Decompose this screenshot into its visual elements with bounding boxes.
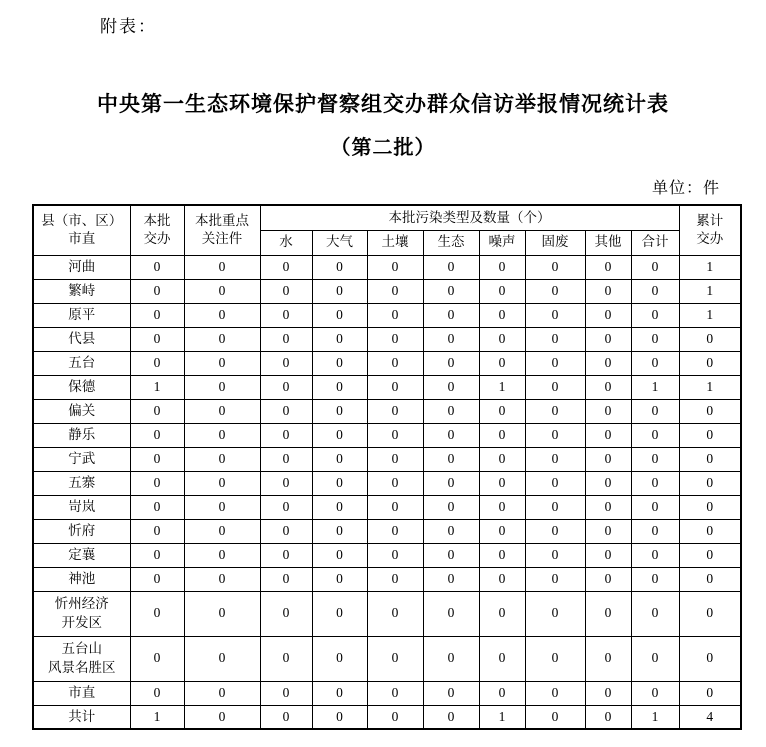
value-cell: 0: [184, 351, 260, 375]
table-row: [33, 327, 741, 351]
value-cell: 0: [423, 255, 479, 279]
value-cell: 0: [423, 375, 479, 399]
value-cell: 0: [367, 303, 423, 327]
value-cell: 0: [423, 567, 479, 591]
value-cell: 1: [479, 705, 525, 729]
header-pollution-type: 生态: [423, 230, 479, 255]
row-name-cell: [33, 423, 130, 447]
header-pollution-group: 本批污染类型及数量（个）: [260, 205, 679, 230]
value-cell: 0: [479, 351, 525, 375]
value-cell: 0: [479, 495, 525, 519]
header-key-line2: 关注件: [201, 231, 243, 247]
value-cell: 0: [184, 543, 260, 567]
row-name-cell: [33, 327, 130, 351]
value-cell: 0: [423, 447, 479, 471]
value-cell: 0: [525, 351, 585, 375]
row-name-line: 原平: [68, 306, 96, 322]
value-cell: 0: [631, 423, 679, 447]
header-pollution-type: 水: [260, 230, 312, 255]
value-cell: 0: [585, 423, 631, 447]
value-cell: 0: [312, 423, 367, 447]
value-cell: 0: [631, 447, 679, 471]
value-cell: 0: [312, 519, 367, 543]
row-name-line: 偏关: [68, 402, 96, 418]
value-cell: 0: [525, 543, 585, 567]
row-name-line: 共计: [68, 708, 96, 724]
value-cell: 0: [479, 303, 525, 327]
value-cell: 0: [423, 681, 479, 705]
header-pollution-type: 固废: [525, 230, 585, 255]
value-cell: 0: [184, 519, 260, 543]
table-header-row-1: [33, 205, 741, 230]
value-cell: 0: [423, 423, 479, 447]
value-cell: 0: [679, 519, 741, 543]
value-cell: 0: [479, 591, 525, 636]
value-cell: 0: [130, 351, 184, 375]
value-cell: 0: [130, 255, 184, 279]
value-cell: 0: [312, 447, 367, 471]
value-cell: 0: [525, 303, 585, 327]
value-cell: 0: [130, 279, 184, 303]
value-cell: 0: [585, 567, 631, 591]
header-region-column: [33, 205, 130, 255]
value-cell: 0: [260, 495, 312, 519]
value-cell: 0: [312, 303, 367, 327]
value-cell: 0: [525, 519, 585, 543]
value-cell: 0: [130, 567, 184, 591]
table-row: [33, 636, 741, 681]
value-cell: 0: [130, 519, 184, 543]
value-cell: 0: [260, 375, 312, 399]
value-cell: 0: [367, 705, 423, 729]
value-cell: 0: [312, 375, 367, 399]
value-cell: 0: [367, 351, 423, 375]
value-cell: 0: [679, 447, 741, 471]
value-cell: 1: [631, 375, 679, 399]
table-row: [33, 495, 741, 519]
value-cell: 0: [184, 423, 260, 447]
value-cell: 0: [184, 399, 260, 423]
value-cell: 1: [631, 705, 679, 729]
value-cell: 0: [367, 681, 423, 705]
value-cell: 0: [130, 495, 184, 519]
header-cumulative-line2: 交办: [696, 231, 724, 247]
row-name-cell: [33, 543, 130, 567]
value-cell: 0: [130, 399, 184, 423]
value-cell: 0: [260, 351, 312, 375]
value-cell: 0: [184, 303, 260, 327]
value-cell: 0: [260, 303, 312, 327]
value-cell: 0: [130, 423, 184, 447]
value-cell: 0: [184, 279, 260, 303]
value-cell: 0: [479, 681, 525, 705]
value-cell: 0: [479, 567, 525, 591]
value-cell: 0: [260, 471, 312, 495]
value-cell: 0: [479, 327, 525, 351]
value-cell: 0: [479, 471, 525, 495]
value-cell: 0: [585, 447, 631, 471]
value-cell: 0: [423, 636, 479, 681]
value-cell: 0: [312, 351, 367, 375]
value-cell: 0: [367, 423, 423, 447]
value-cell: 1: [679, 303, 741, 327]
value-cell: 1: [679, 255, 741, 279]
value-cell: 0: [679, 636, 741, 681]
table-row: [33, 375, 741, 399]
value-cell: 0: [525, 495, 585, 519]
value-cell: 0: [479, 447, 525, 471]
value-cell: 0: [260, 636, 312, 681]
value-cell: 0: [585, 351, 631, 375]
value-cell: 0: [260, 279, 312, 303]
value-cell: 0: [184, 681, 260, 705]
value-cell: 1: [130, 705, 184, 729]
value-cell: 0: [312, 543, 367, 567]
row-name-cell: [33, 519, 130, 543]
row-name-cell: [33, 255, 130, 279]
row-name-line: 静乐: [68, 426, 96, 442]
value-cell: 0: [479, 636, 525, 681]
value-cell: 0: [312, 495, 367, 519]
value-cell: 0: [423, 303, 479, 327]
value-cell: 0: [631, 591, 679, 636]
value-cell: 0: [525, 375, 585, 399]
value-cell: 0: [585, 303, 631, 327]
row-name-cell: [33, 351, 130, 375]
table-row: [33, 543, 741, 567]
value-cell: 0: [631, 327, 679, 351]
row-name-line: 岢岚: [68, 498, 96, 514]
value-cell: 0: [184, 636, 260, 681]
value-cell: 0: [631, 279, 679, 303]
value-cell: 0: [367, 327, 423, 351]
value-cell: 0: [679, 567, 741, 591]
value-cell: 0: [130, 471, 184, 495]
value-cell: 0: [479, 255, 525, 279]
row-name-cell: [33, 681, 130, 705]
value-cell: 0: [312, 327, 367, 351]
value-cell: 0: [423, 591, 479, 636]
value-cell: 0: [585, 543, 631, 567]
value-cell: 0: [525, 279, 585, 303]
value-cell: 0: [312, 591, 367, 636]
value-cell: 0: [367, 591, 423, 636]
value-cell: 0: [184, 495, 260, 519]
value-cell: 0: [312, 705, 367, 729]
table-row: [33, 423, 741, 447]
header-key-line1: 本批重点: [195, 213, 249, 229]
header-batch-line2: 交办: [143, 231, 171, 247]
value-cell: 0: [631, 543, 679, 567]
table-row: [33, 303, 741, 327]
value-cell: 0: [367, 519, 423, 543]
value-cell: 0: [631, 351, 679, 375]
value-cell: 0: [423, 327, 479, 351]
value-cell: 0: [130, 681, 184, 705]
value-cell: 0: [130, 543, 184, 567]
row-name-line: 保德: [68, 378, 96, 394]
table-row: [33, 279, 741, 303]
value-cell: 0: [585, 279, 631, 303]
value-cell: 0: [184, 591, 260, 636]
row-name-cell: [33, 279, 130, 303]
header-key-items-column: [184, 205, 260, 255]
table-row: [33, 591, 741, 636]
value-cell: 0: [367, 255, 423, 279]
value-cell: 0: [312, 471, 367, 495]
value-cell: 1: [479, 375, 525, 399]
value-cell: 0: [260, 399, 312, 423]
value-cell: 0: [423, 399, 479, 423]
value-cell: 0: [585, 327, 631, 351]
value-cell: 0: [367, 495, 423, 519]
table-row: [33, 519, 741, 543]
row-name-cell: [33, 399, 130, 423]
value-cell: 0: [423, 705, 479, 729]
row-name-line: 五台山: [61, 641, 102, 657]
value-cell: 0: [679, 543, 741, 567]
value-cell: 0: [367, 567, 423, 591]
value-cell: 0: [260, 681, 312, 705]
row-name-line: 五寨: [68, 474, 96, 490]
value-cell: 0: [525, 471, 585, 495]
value-cell: 0: [312, 567, 367, 591]
row-name-line: 神池: [68, 570, 96, 586]
value-cell: 0: [423, 519, 479, 543]
row-name-cell: [33, 567, 130, 591]
value-cell: 0: [312, 399, 367, 423]
value-cell: 0: [312, 681, 367, 705]
value-cell: 0: [585, 591, 631, 636]
value-cell: 0: [367, 543, 423, 567]
header-cumulative-column: [679, 205, 741, 255]
value-cell: 0: [585, 681, 631, 705]
row-name-cell: [33, 471, 130, 495]
appendix-label: 附表：: [100, 17, 157, 36]
row-name-line: 忻府: [68, 522, 96, 538]
value-cell: 0: [679, 471, 741, 495]
value-cell: 0: [260, 519, 312, 543]
value-cell: 0: [184, 327, 260, 351]
value-cell: 0: [184, 255, 260, 279]
header-pollution-type: 合计: [631, 230, 679, 255]
value-cell: 0: [479, 279, 525, 303]
value-cell: 0: [525, 636, 585, 681]
row-name-line: 忻州经济: [54, 596, 109, 612]
value-cell: 0: [479, 399, 525, 423]
value-cell: 0: [260, 705, 312, 729]
table-row: [33, 681, 741, 705]
header-batch-assigned-column: [130, 205, 184, 255]
value-cell: 0: [184, 471, 260, 495]
page-subtitle: （第二批）: [330, 137, 436, 159]
value-cell: 0: [130, 447, 184, 471]
header-cumulative-line1: 累计: [696, 213, 724, 229]
value-cell: 0: [631, 519, 679, 543]
value-cell: 0: [479, 423, 525, 447]
value-cell: 0: [423, 495, 479, 519]
value-cell: 0: [130, 303, 184, 327]
row-name-cell: [33, 705, 130, 729]
row-name-cell: [33, 495, 130, 519]
table-row: [33, 447, 741, 471]
value-cell: 0: [525, 255, 585, 279]
value-cell: 0: [585, 375, 631, 399]
value-cell: 0: [525, 705, 585, 729]
value-cell: 0: [184, 567, 260, 591]
row-name-line: 宁武: [68, 450, 96, 466]
value-cell: 0: [525, 591, 585, 636]
table-row: [33, 255, 741, 279]
value-cell: 0: [423, 471, 479, 495]
value-cell: 0: [367, 399, 423, 423]
row-name-line: 风景名胜区: [48, 659, 116, 675]
value-cell: 0: [679, 351, 741, 375]
value-cell: 0: [260, 255, 312, 279]
value-cell: 0: [130, 591, 184, 636]
page-title: 中央第一生态环境保护督察组交办群众信访举报情况统计表: [97, 92, 669, 116]
value-cell: 0: [679, 495, 741, 519]
row-name-line: 市直: [68, 684, 96, 700]
value-cell: 0: [679, 399, 741, 423]
value-cell: 0: [631, 681, 679, 705]
value-cell: 0: [423, 279, 479, 303]
table-row: [33, 351, 741, 375]
value-cell: 0: [631, 303, 679, 327]
value-cell: 1: [679, 279, 741, 303]
value-cell: 0: [130, 636, 184, 681]
value-cell: 0: [631, 399, 679, 423]
value-cell: 0: [631, 567, 679, 591]
header-pollution-type: 其他: [585, 230, 631, 255]
row-name-cell: [33, 591, 130, 636]
value-cell: 0: [525, 399, 585, 423]
header-region-line2: 市直: [68, 231, 96, 247]
value-cell: 0: [679, 681, 741, 705]
value-cell: 0: [631, 636, 679, 681]
value-cell: 0: [423, 543, 479, 567]
value-cell: 0: [585, 636, 631, 681]
value-cell: 1: [679, 375, 741, 399]
value-cell: 0: [260, 423, 312, 447]
value-cell: 0: [679, 591, 741, 636]
row-name-cell: [33, 303, 130, 327]
unit-label: 单位：件: [651, 180, 720, 197]
row-name-line: 定襄: [68, 546, 96, 562]
value-cell: 0: [367, 447, 423, 471]
value-cell: 0: [525, 423, 585, 447]
value-cell: 0: [367, 636, 423, 681]
table-row: [33, 399, 741, 423]
value-cell: 0: [260, 591, 312, 636]
value-cell: 0: [631, 471, 679, 495]
value-cell: 0: [312, 279, 367, 303]
row-name-cell: [33, 447, 130, 471]
value-cell: 0: [479, 519, 525, 543]
header-batch-line1: 本批: [143, 213, 171, 229]
value-cell: 0: [525, 567, 585, 591]
value-cell: 0: [585, 399, 631, 423]
value-cell: 0: [312, 255, 367, 279]
value-cell: 0: [130, 327, 184, 351]
row-name-line: 代县: [68, 330, 96, 346]
value-cell: 0: [367, 471, 423, 495]
value-cell: 0: [585, 705, 631, 729]
value-cell: 0: [260, 543, 312, 567]
header-pollution-type: 大气: [312, 230, 367, 255]
value-cell: 0: [367, 279, 423, 303]
value-cell: 0: [184, 375, 260, 399]
value-cell: 0: [525, 681, 585, 705]
statistics-table: [32, 204, 742, 730]
value-cell: 0: [184, 447, 260, 471]
value-cell: 0: [585, 519, 631, 543]
row-name-cell: [33, 375, 130, 399]
value-cell: 0: [631, 255, 679, 279]
value-cell: 0: [479, 543, 525, 567]
value-cell: 0: [679, 327, 741, 351]
value-cell: 0: [260, 567, 312, 591]
value-cell: 0: [525, 327, 585, 351]
header-pollution-type: 噪声: [479, 230, 525, 255]
value-cell: 0: [631, 495, 679, 519]
value-cell: 1: [130, 375, 184, 399]
value-cell: 0: [679, 423, 741, 447]
row-name-line: 繁峙: [68, 282, 96, 298]
value-cell: 0: [585, 255, 631, 279]
header-pollution-type: 土壤: [367, 230, 423, 255]
row-name-line: 开发区: [61, 614, 102, 630]
table-row: [33, 567, 741, 591]
value-cell: 0: [423, 351, 479, 375]
row-name-cell: [33, 636, 130, 681]
value-cell: 0: [585, 471, 631, 495]
value-cell: 0: [184, 705, 260, 729]
value-cell: 0: [585, 495, 631, 519]
value-cell: 0: [260, 447, 312, 471]
table-row: [33, 471, 741, 495]
value-cell: 0: [260, 327, 312, 351]
row-name-line: 河曲: [68, 258, 96, 274]
header-region-line1: 县（市、区）: [41, 213, 123, 229]
row-name-line: 五台: [68, 354, 96, 370]
table-row: [33, 705, 741, 729]
value-cell: 4: [679, 705, 741, 729]
value-cell: 0: [367, 375, 423, 399]
value-cell: 0: [525, 447, 585, 471]
value-cell: 0: [312, 636, 367, 681]
